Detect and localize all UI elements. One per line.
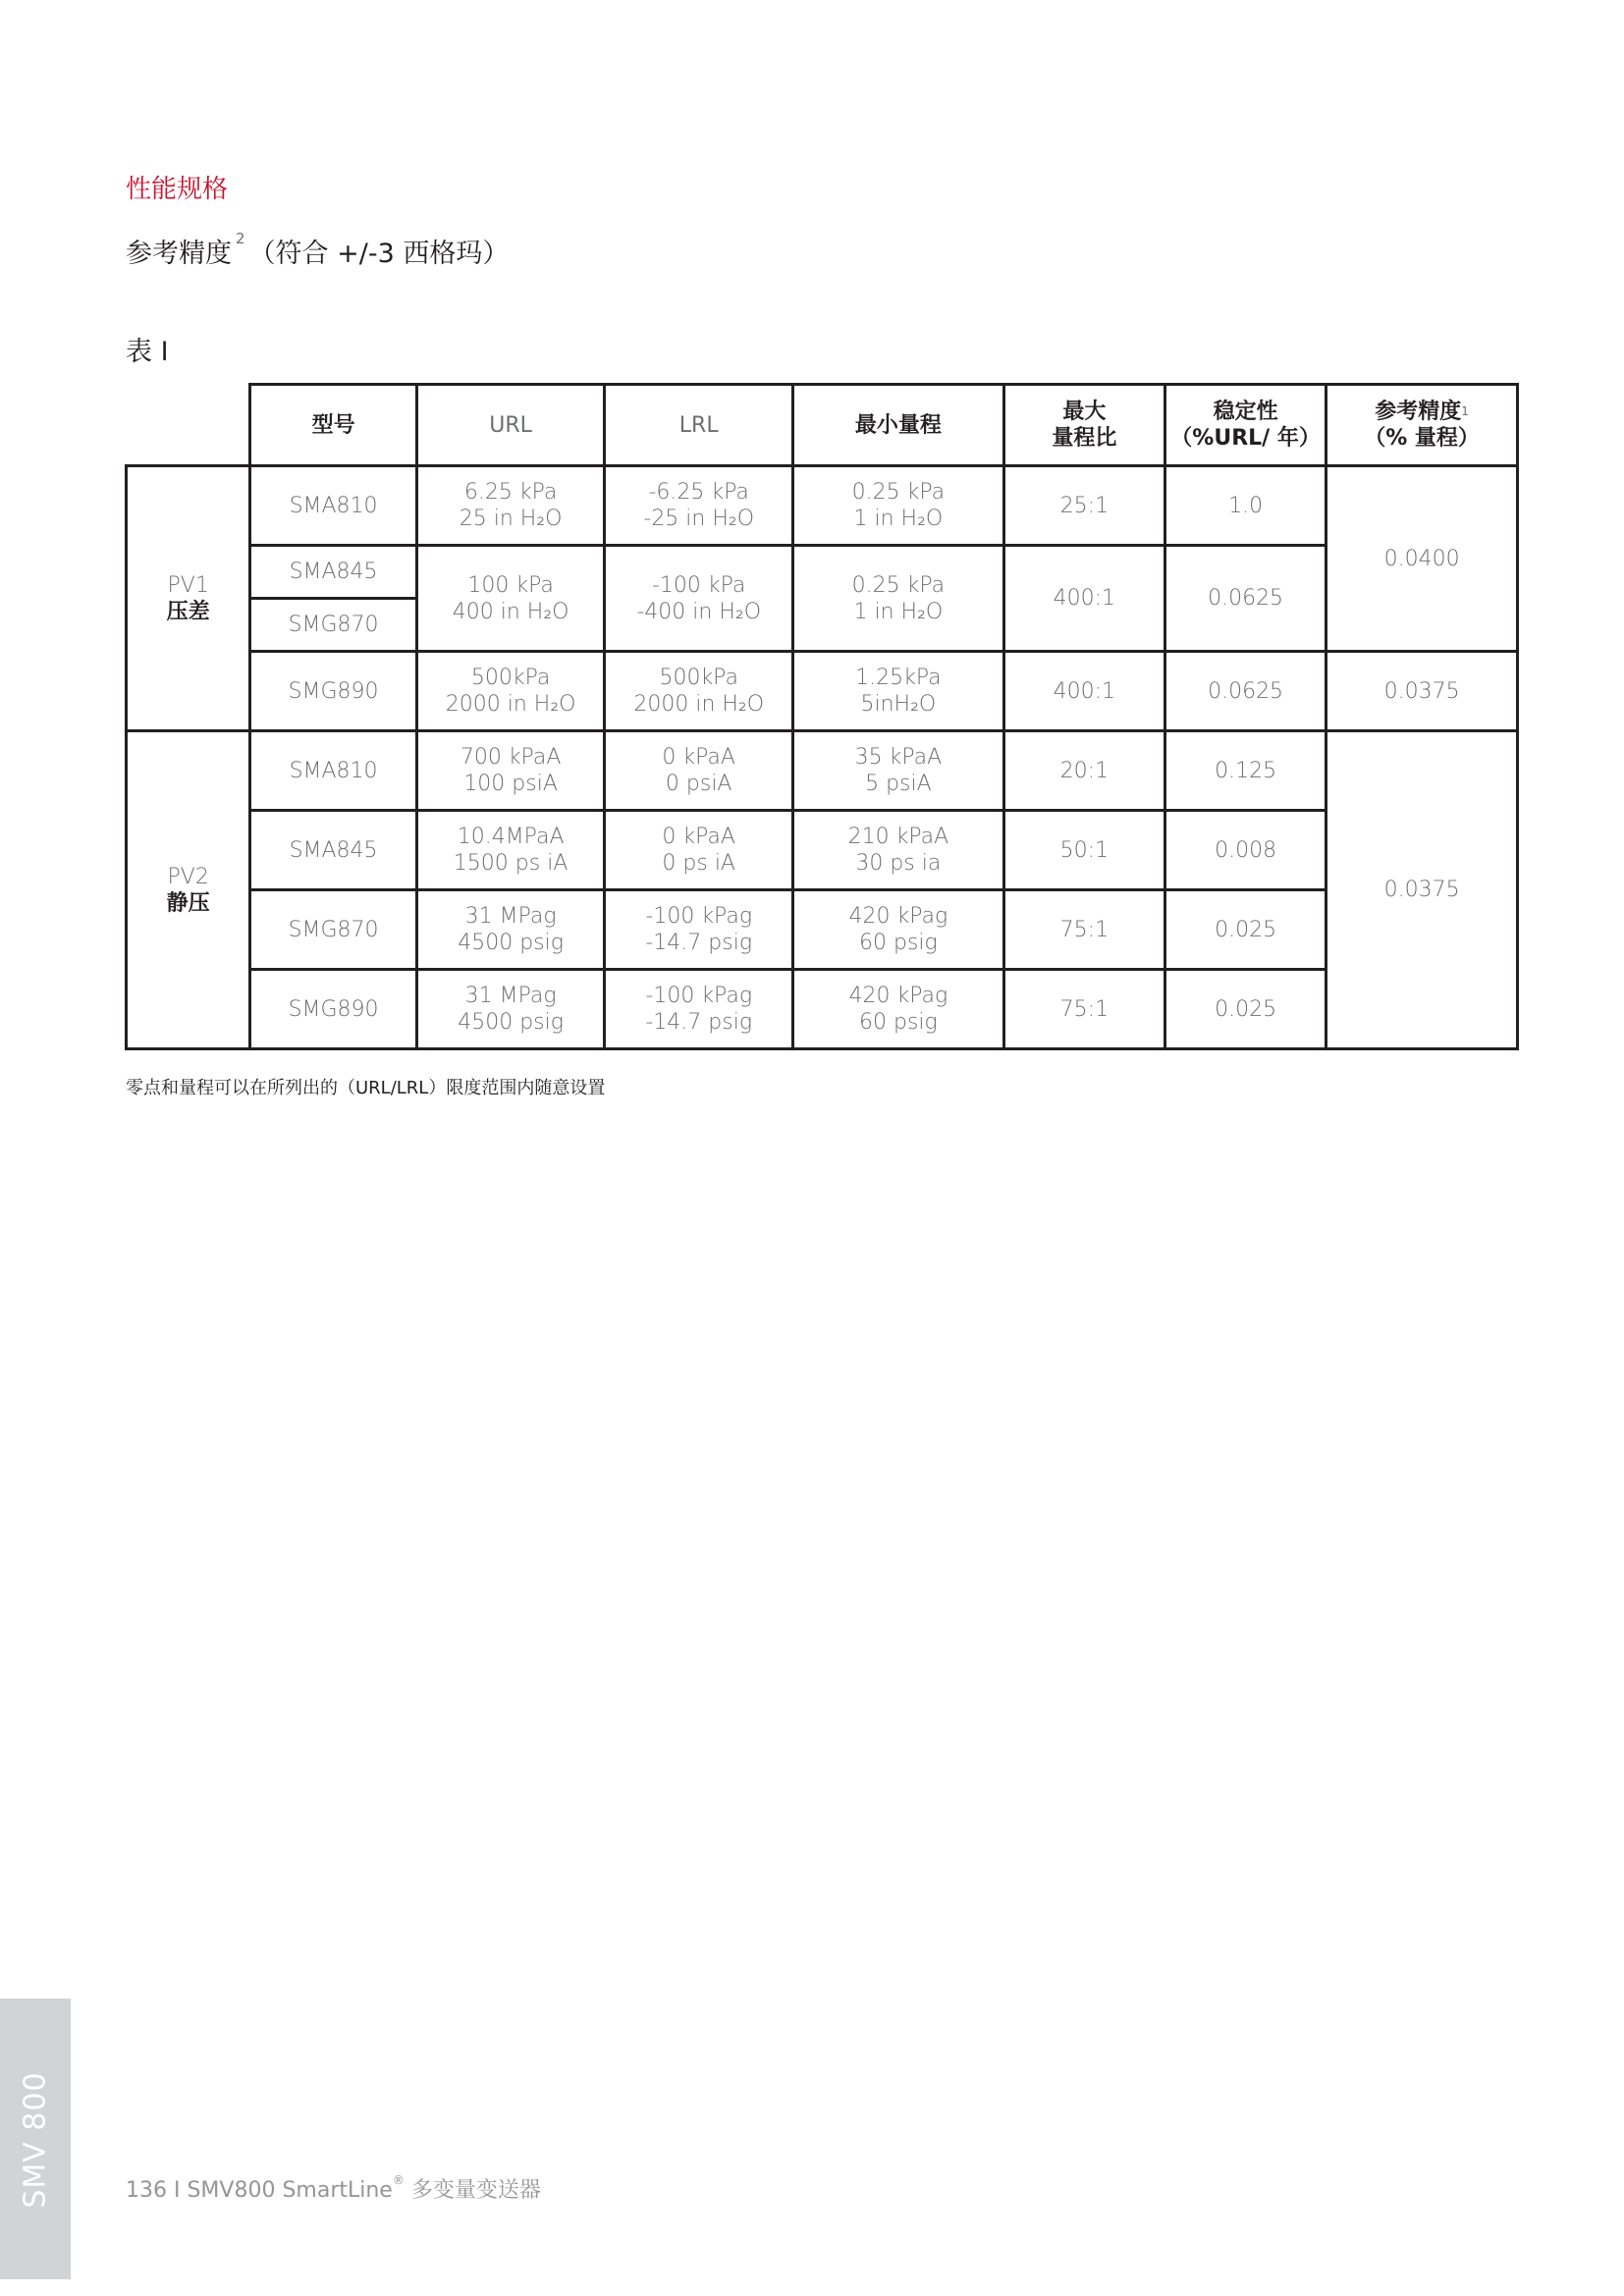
subtitle-text: 参考精度	[126, 239, 232, 269]
group-name: 压差	[166, 599, 210, 624]
header-blank	[127, 385, 250, 466]
url-cell	[416, 970, 605, 1049]
group-pv1	[127, 466, 250, 731]
lrl-value: 2000 in H₂O	[633, 692, 765, 717]
lrl-cell	[605, 811, 793, 890]
url-cell	[416, 731, 605, 811]
header-stability-line1: 稳定性	[1213, 400, 1278, 424]
lrl-value: 0 ps iA	[662, 851, 735, 876]
header-accuracy-text: 参考精度	[1375, 400, 1462, 424]
url-value: 10.4MPaA	[457, 825, 565, 849]
url-cell	[416, 546, 605, 652]
url-value: 4500 psig	[458, 1010, 564, 1035]
span-value: 420 kPag	[848, 984, 948, 1008]
accuracy-cell: 0.0375	[1326, 652, 1518, 731]
accuracy-cell: 0.0375	[1326, 731, 1518, 1049]
span-value: 1.25kPa	[855, 666, 942, 690]
table-footnote: 零点和量程可以在所列出的（URL/LRL）限度范围内随意设置	[126, 1078, 606, 1098]
group-pv2	[127, 731, 250, 1049]
model-cell: SMA845	[250, 546, 416, 599]
span-value: 420 kPag	[848, 904, 948, 929]
span-value: 0.25 kPa	[851, 480, 946, 505]
table-row	[127, 970, 1518, 1049]
header-lrl: LRL	[605, 385, 793, 466]
url-cell	[416, 890, 605, 970]
table-row	[127, 652, 1518, 731]
turndown-cell: 25:1	[1003, 466, 1164, 546]
lrl-value: -400 in H₂O	[636, 599, 762, 624]
section-title: 性能规格	[126, 175, 229, 204]
lrl-value: -6.25 kPa	[648, 480, 749, 505]
subtitle-superscript: 2	[236, 230, 245, 247]
stability-cell: 0.008	[1164, 811, 1326, 890]
table-row	[127, 811, 1518, 890]
span-value: 5 psiA	[865, 772, 932, 796]
spec-table	[125, 383, 1519, 1050]
span-value: 5inH₂O	[860, 692, 937, 717]
lrl-value: 500kPa	[659, 666, 738, 690]
model-cell: SMG890	[250, 652, 416, 731]
url-cell	[416, 652, 605, 731]
span-cell	[793, 466, 1004, 546]
span-value: 30 ps ia	[855, 851, 942, 876]
group-code: PV2	[167, 864, 209, 889]
stability-cell: 0.0625	[1164, 652, 1326, 731]
header-max-turndown-line2: 量程比	[1052, 426, 1117, 451]
lrl-value: 0 psiA	[665, 772, 732, 796]
url-value: 2000 in H₂O	[445, 692, 576, 717]
span-cell	[793, 970, 1004, 1049]
header-accuracy-line2: （% 量程）	[1364, 426, 1480, 451]
footer-registered-mark: ®	[392, 2173, 405, 2187]
header-max-turndown	[1003, 385, 1164, 466]
span-value: 1 in H₂O	[853, 599, 944, 624]
span-cell	[793, 811, 1004, 890]
span-value: 60 psig	[859, 1010, 938, 1035]
span-cell	[793, 546, 1004, 652]
url-value: 25 in H₂O	[459, 507, 563, 531]
lrl-value: 0 kPaA	[662, 745, 735, 770]
span-value: 60 psig	[859, 931, 938, 955]
lrl-cell	[605, 546, 793, 652]
span-value: 1 in H₂O	[853, 507, 944, 531]
subtitle-suffix: （符合 +/-3 西格玛）	[248, 239, 510, 269]
header-url: URL	[416, 385, 605, 466]
header-accuracy-line1	[1327, 399, 1516, 425]
model-cell: SMG870	[250, 599, 416, 652]
stability-cell: 0.025	[1164, 890, 1326, 970]
group-code: PV1	[167, 572, 209, 598]
header-stability-line2: （%URL/ 年）	[1170, 426, 1321, 451]
model-cell: SMA810	[250, 731, 416, 811]
footer-text: 136 I SMV800 SmartLine	[126, 2178, 393, 2203]
accuracy-cell: 0.0400	[1326, 466, 1518, 652]
header-model: 型号	[250, 385, 416, 466]
span-cell	[793, 652, 1004, 731]
lrl-cell	[605, 466, 793, 546]
url-value: 6.25 kPa	[463, 480, 558, 505]
lrl-value: -25 in H₂O	[643, 507, 755, 531]
url-value: 100 psiA	[463, 772, 558, 796]
header-min-span: 最小量程	[793, 385, 1004, 466]
url-value: 31 MPag	[464, 984, 557, 1008]
lrl-value: -100 kPa	[651, 572, 746, 598]
lrl-value: -100 kPag	[645, 984, 753, 1008]
table-row	[127, 546, 1518, 599]
model-cell: SMA845	[250, 811, 416, 890]
model-cell: SMA810	[250, 466, 416, 546]
url-value: 700 kPaA	[460, 745, 562, 770]
lrl-cell	[605, 890, 793, 970]
lrl-value: -14.7 psig	[645, 1010, 753, 1035]
table-row	[127, 731, 1518, 811]
turndown-cell: 50:1	[1003, 811, 1164, 890]
span-value: 35 kPaA	[854, 745, 943, 770]
turndown-cell: 75:1	[1003, 890, 1164, 970]
stability-cell: 0.025	[1164, 970, 1326, 1049]
header-stability	[1164, 385, 1326, 466]
subtitle	[126, 232, 509, 270]
url-value: 500kPa	[470, 666, 551, 690]
stability-cell: 0.0625	[1164, 546, 1326, 652]
table-row	[127, 890, 1518, 970]
table-label: 表 I	[126, 337, 169, 367]
group-name: 静压	[166, 890, 210, 916]
url-value: 31 MPag	[464, 904, 557, 929]
turndown-cell: 400:1	[1003, 652, 1164, 731]
url-value: 400 in H₂O	[452, 599, 569, 624]
url-value: 4500 psig	[458, 931, 564, 955]
table-header-row	[127, 385, 1518, 466]
stability-cell: 1.0	[1164, 466, 1326, 546]
url-value: 1500 ps iA	[453, 851, 568, 876]
lrl-cell	[605, 731, 793, 811]
turndown-cell: 400:1	[1003, 546, 1164, 652]
lrl-cell	[605, 652, 793, 731]
header-accuracy	[1326, 385, 1518, 466]
span-value: 0.25 kPa	[851, 572, 946, 598]
header-max-turndown-line1: 最大	[1062, 400, 1107, 424]
table-row	[127, 466, 1518, 546]
span-value: 210 kPaA	[847, 825, 949, 849]
lrl-cell	[605, 970, 793, 1049]
model-cell: SMG890	[250, 970, 416, 1049]
stability-cell: 0.125	[1164, 731, 1326, 811]
url-cell	[416, 811, 605, 890]
url-cell	[416, 466, 605, 546]
url-value: 100 kPa	[467, 572, 554, 598]
side-tab-label: SMV 800	[18, 2071, 53, 2209]
footer-suffix: 多变量变送器	[404, 2178, 541, 2203]
lrl-value: -14.7 psig	[645, 931, 753, 955]
page-footer	[126, 2173, 541, 2204]
model-cell: SMG870	[250, 890, 416, 970]
span-cell	[793, 731, 1004, 811]
lrl-value: 0 kPaA	[662, 825, 735, 849]
turndown-cell: 20:1	[1003, 731, 1164, 811]
header-accuracy-sup: 1	[1461, 404, 1469, 418]
lrl-value: -100 kPag	[645, 904, 753, 929]
span-cell	[793, 890, 1004, 970]
turndown-cell: 75:1	[1003, 970, 1164, 1049]
